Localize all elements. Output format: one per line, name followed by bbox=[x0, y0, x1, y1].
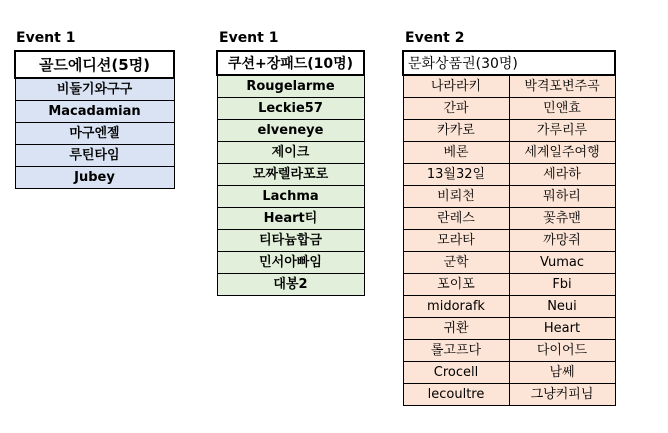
table-row bbox=[403, 186, 615, 208]
winner-cell: 뭐하리 bbox=[509, 186, 615, 208]
winner-cell: 꽃츄맨 bbox=[509, 208, 615, 230]
winner-cell: 모짜렐라포로 bbox=[217, 164, 364, 186]
table-row bbox=[403, 252, 615, 274]
winner-cell: Crocell bbox=[403, 362, 509, 384]
winner-cell: 13월32일 bbox=[403, 164, 509, 186]
winner-cell: 간파 bbox=[403, 98, 509, 120]
winner-cell: 세라하 bbox=[509, 164, 615, 186]
winner-cell: 롤고프다 bbox=[403, 340, 509, 362]
table-row bbox=[403, 384, 615, 406]
winner-cell: 민서아빠임 bbox=[217, 252, 364, 274]
table-row bbox=[403, 362, 615, 384]
table-header: 문화상품권(30명) bbox=[403, 51, 615, 75]
winner-cell: Vumac bbox=[509, 252, 615, 274]
winner-cell: 군학 bbox=[403, 252, 509, 274]
winner-cell: 까망쥐 bbox=[509, 230, 615, 252]
winners-table-culture-voucher bbox=[402, 50, 616, 406]
winner-cell: Lachma bbox=[217, 186, 364, 208]
winner-cell: Heart bbox=[509, 318, 615, 340]
winner-cell: 그냥커피님 bbox=[509, 384, 615, 406]
winner-cell: Rougelarme bbox=[217, 75, 364, 98]
winner-cell: midorafk bbox=[403, 296, 509, 318]
winner-cell: 나라라키 bbox=[403, 75, 509, 98]
winner-cell: Heart티 bbox=[217, 208, 364, 230]
table-row bbox=[403, 318, 615, 340]
winners-table-gold-edition bbox=[14, 50, 175, 189]
event-label-gold: Event 1 bbox=[16, 30, 76, 46]
table-row bbox=[403, 120, 615, 142]
winner-cell: 비뢰천 bbox=[403, 186, 509, 208]
winner-cell: Jubey bbox=[15, 167, 174, 189]
winner-cell: 세계일주여행 bbox=[509, 142, 615, 164]
winner-cell: Leckie57 bbox=[217, 98, 364, 120]
event-label-voucher: Event 2 bbox=[405, 30, 465, 46]
winner-cell: 베론 bbox=[403, 142, 509, 164]
winner-cell: 카카로 bbox=[403, 120, 509, 142]
table-row bbox=[403, 230, 615, 252]
winner-cell: Neui bbox=[509, 296, 615, 318]
winner-cell: 박격포변주곡 bbox=[509, 75, 615, 98]
table-row bbox=[403, 340, 615, 362]
winners-table-cushion-pad bbox=[216, 50, 365, 296]
table-row bbox=[403, 98, 615, 120]
table-row bbox=[403, 75, 615, 98]
winner-cell: 포이포 bbox=[403, 274, 509, 296]
winner-cell: 란레스 bbox=[403, 208, 509, 230]
winner-cell: elveneye bbox=[217, 120, 364, 142]
table-row bbox=[403, 296, 615, 318]
winner-cell: 비둘기와구구 bbox=[15, 78, 174, 101]
winner-cell: 티타늄합금 bbox=[217, 230, 364, 252]
winner-cell: 마구엔젤 bbox=[15, 123, 174, 145]
winner-cell: 루틴타임 bbox=[15, 145, 174, 167]
table-row bbox=[403, 274, 615, 296]
winner-cell: lecoultre bbox=[403, 384, 509, 406]
winner-cell: 다이어드 bbox=[509, 340, 615, 362]
table-header: 골드에디션(5명) bbox=[15, 51, 174, 78]
winner-cell: Macadamian bbox=[15, 101, 174, 123]
winner-cell: 남쎄 bbox=[509, 362, 615, 384]
event-label-cushion: Event 1 bbox=[219, 30, 279, 46]
winner-cell: 대봉2 bbox=[217, 274, 364, 296]
winner-cell: Fbi bbox=[509, 274, 615, 296]
table-row bbox=[403, 164, 615, 186]
table-row bbox=[403, 208, 615, 230]
winner-cell: 모라타 bbox=[403, 230, 509, 252]
winner-cell: 민앤효 bbox=[509, 98, 615, 120]
winner-cell: 가루리루 bbox=[509, 120, 615, 142]
table-header: 쿠션+장패드(10명) bbox=[217, 51, 364, 75]
table-row bbox=[403, 142, 615, 164]
winner-cell: 제이크 bbox=[217, 142, 364, 164]
winner-cell: 귀환 bbox=[403, 318, 509, 340]
